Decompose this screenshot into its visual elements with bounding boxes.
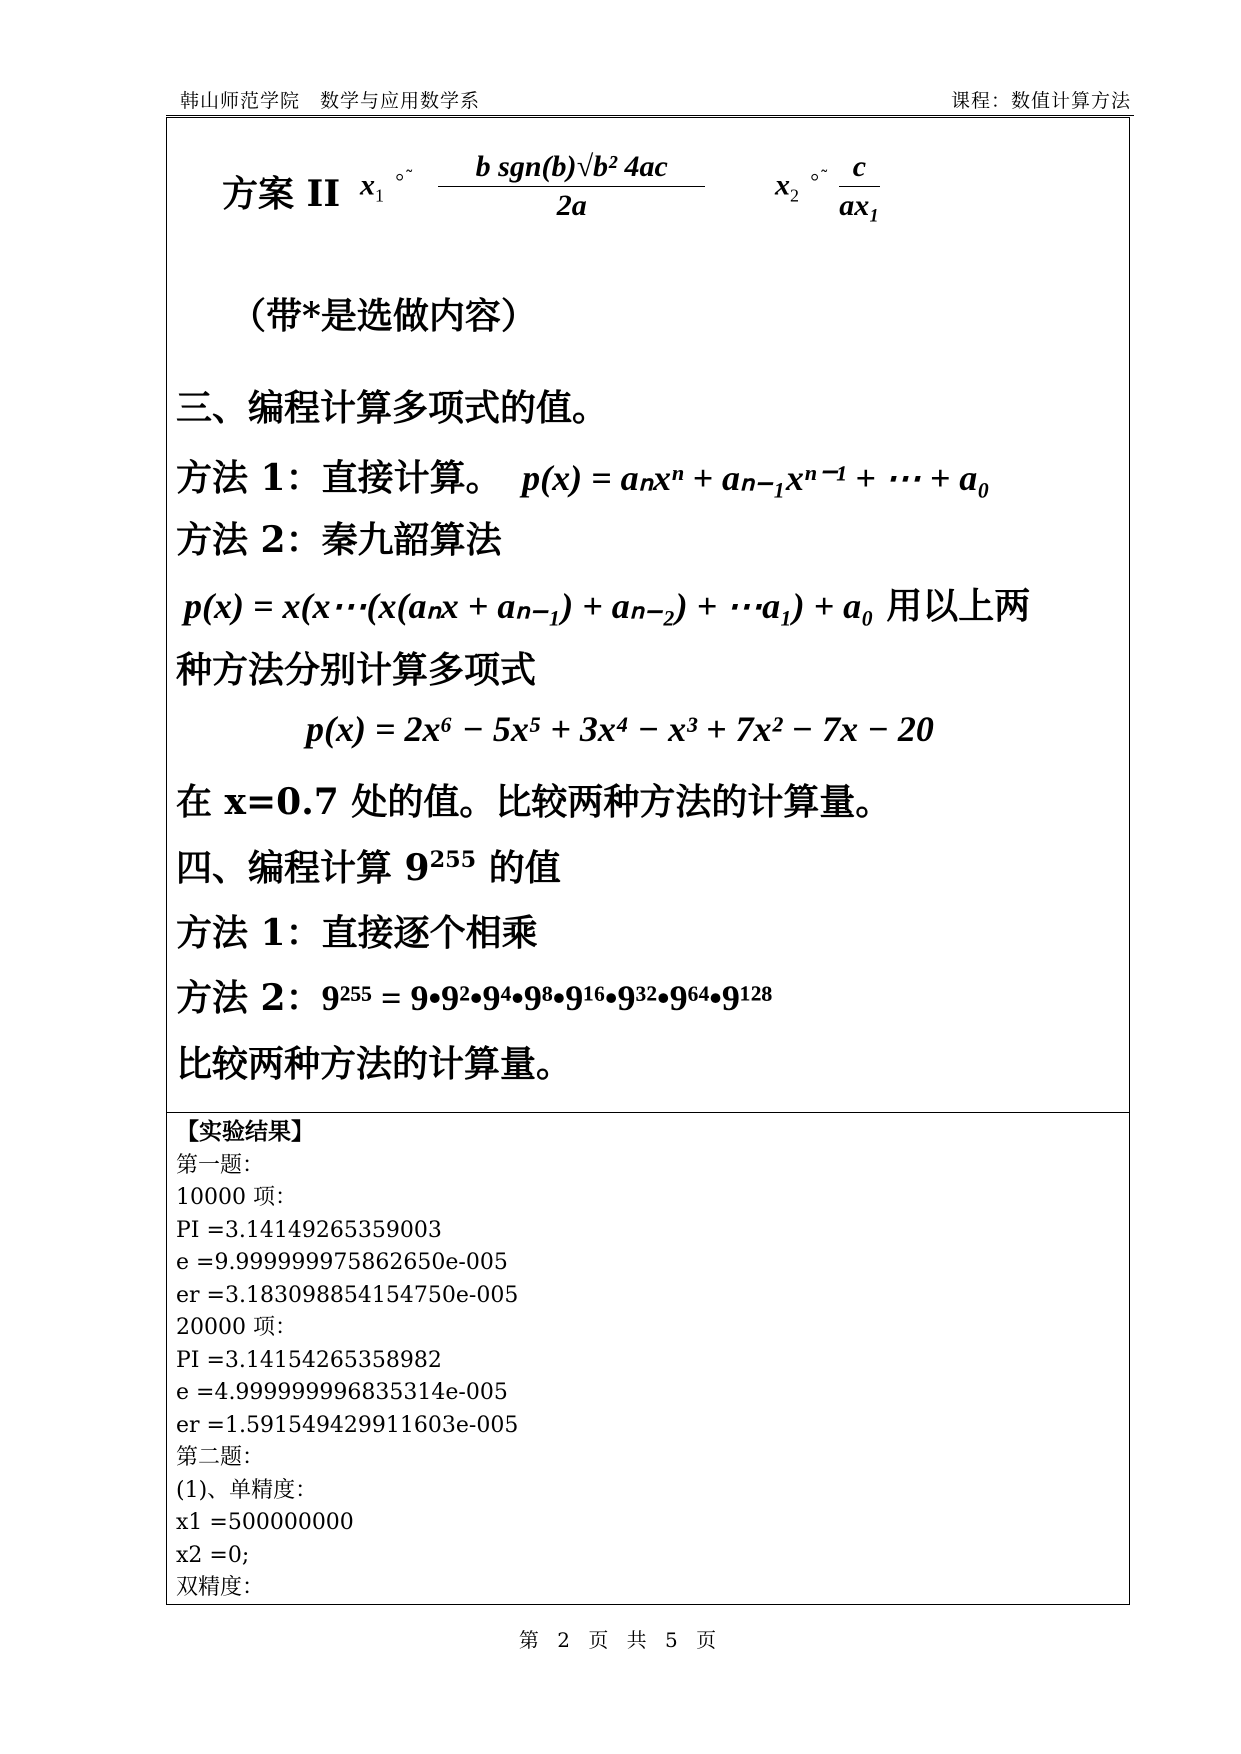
section4-method2 xyxy=(176,970,772,1021)
result-line: (1)、单精度： xyxy=(176,1477,318,1503)
section3-polynomial-text: p(x) = 2x⁶ − 5x⁵ + 3x⁴ − x³ + 7x² − 7x − 20 xyxy=(306,709,934,749)
section4-title-pre: 四、编程计算 9 xyxy=(176,847,430,889)
section3-title: 三、编程计算多项式的值。 xyxy=(176,387,609,429)
optional-note: （带*是选做内容） xyxy=(230,295,537,337)
header-rule xyxy=(166,115,1134,116)
section3-eval: 在 x=0.7 处的值。比较两种方法的计算量。 xyxy=(176,781,892,823)
result-line: e =9.999999975862650e-005 xyxy=(176,1250,508,1275)
result-line: 20000 项： xyxy=(176,1315,297,1340)
section3-method1-formula: p(x) = aₙxⁿ + aₙ₋₁xⁿ⁻¹ + ⋯ + a₀ xyxy=(522,458,990,498)
section3-polynomial xyxy=(306,708,934,750)
result-line: x1 =500000000 xyxy=(176,1510,354,1535)
section3-method1-label: 方法 1：直接计算。 xyxy=(176,457,502,499)
result-line: PI =3.14154265358982 xyxy=(176,1347,442,1373)
scheme2-x2-numerator: c xyxy=(839,150,879,187)
header-left: 韩山师范学院 数学与应用数学系 xyxy=(180,90,481,112)
result-line: 第二题： xyxy=(176,1445,265,1470)
section4-title-post: 的值 xyxy=(476,847,561,889)
scheme2-x2-formula: $x_2$ ⸰˜ $\frac{c}{\text{ax₁}}$ xyxy=(775,150,880,222)
result-line: PI =3.14149265359003 xyxy=(176,1217,442,1243)
page-footer: 第 2 页 共 5 页 xyxy=(518,1628,723,1652)
section3-method2-tail: 用以上两 xyxy=(886,585,1031,627)
scheme2-x2-denominator: ax₁ xyxy=(839,189,880,222)
result-line: er =3.183098854154750e-005 xyxy=(176,1282,519,1308)
results-title: 【实验结果】 xyxy=(176,1118,314,1145)
section4-title xyxy=(176,840,561,891)
results-block xyxy=(176,1116,518,1605)
section4-compare: 比较两种方法的计算量。 xyxy=(176,1043,573,1085)
scheme2-x1-denominator: 2a xyxy=(556,189,587,222)
scheme2-x1-numerator: b sgn(b)√b² 4ac xyxy=(438,150,705,187)
section3-method2-label: 方法 2：秦九韶算法 xyxy=(176,519,502,561)
section3-method2-cont: 种方法分别计算多项式 xyxy=(176,649,537,691)
section4-method2-formula: 9²⁵⁵ = 9•9²•9⁴•9⁸•9¹⁶•9³²•9⁶⁴•9¹²⁸ xyxy=(321,978,773,1018)
header-right: 课程：数值计算方法 xyxy=(950,90,1131,112)
scheme2-label: 方案 II xyxy=(222,173,341,215)
result-line: e =4.999999996835314e-005 xyxy=(176,1380,508,1405)
section3-method1 xyxy=(176,450,990,501)
scheme2-x1-formula: $x_1$ ⸰˜ $\frac{\text{b sgn(b)√b² 4ac}}{2a}$ xyxy=(360,150,705,223)
result-line: 双精度： xyxy=(176,1575,265,1600)
section3-method2-formula: p(x) = x(x⋯(x(aₙx + aₙ₋₁) + aₙ₋₂) + ⋯a₁) + a₀ xyxy=(184,586,874,626)
result-line: er =1.591549429911603e-005 xyxy=(176,1412,519,1438)
section4-method1: 方法 1：直接逐个相乘 xyxy=(176,912,538,954)
result-line: x2 =0; xyxy=(176,1542,250,1568)
results-divider xyxy=(166,1112,1130,1113)
section3-method2-line xyxy=(184,578,1030,629)
section4-title-sup: 255 xyxy=(429,847,477,873)
result-line: 第一题： xyxy=(176,1152,265,1178)
result-line: 10000 项： xyxy=(176,1185,297,1210)
section4-method2-label: 方法 2： xyxy=(176,977,322,1019)
